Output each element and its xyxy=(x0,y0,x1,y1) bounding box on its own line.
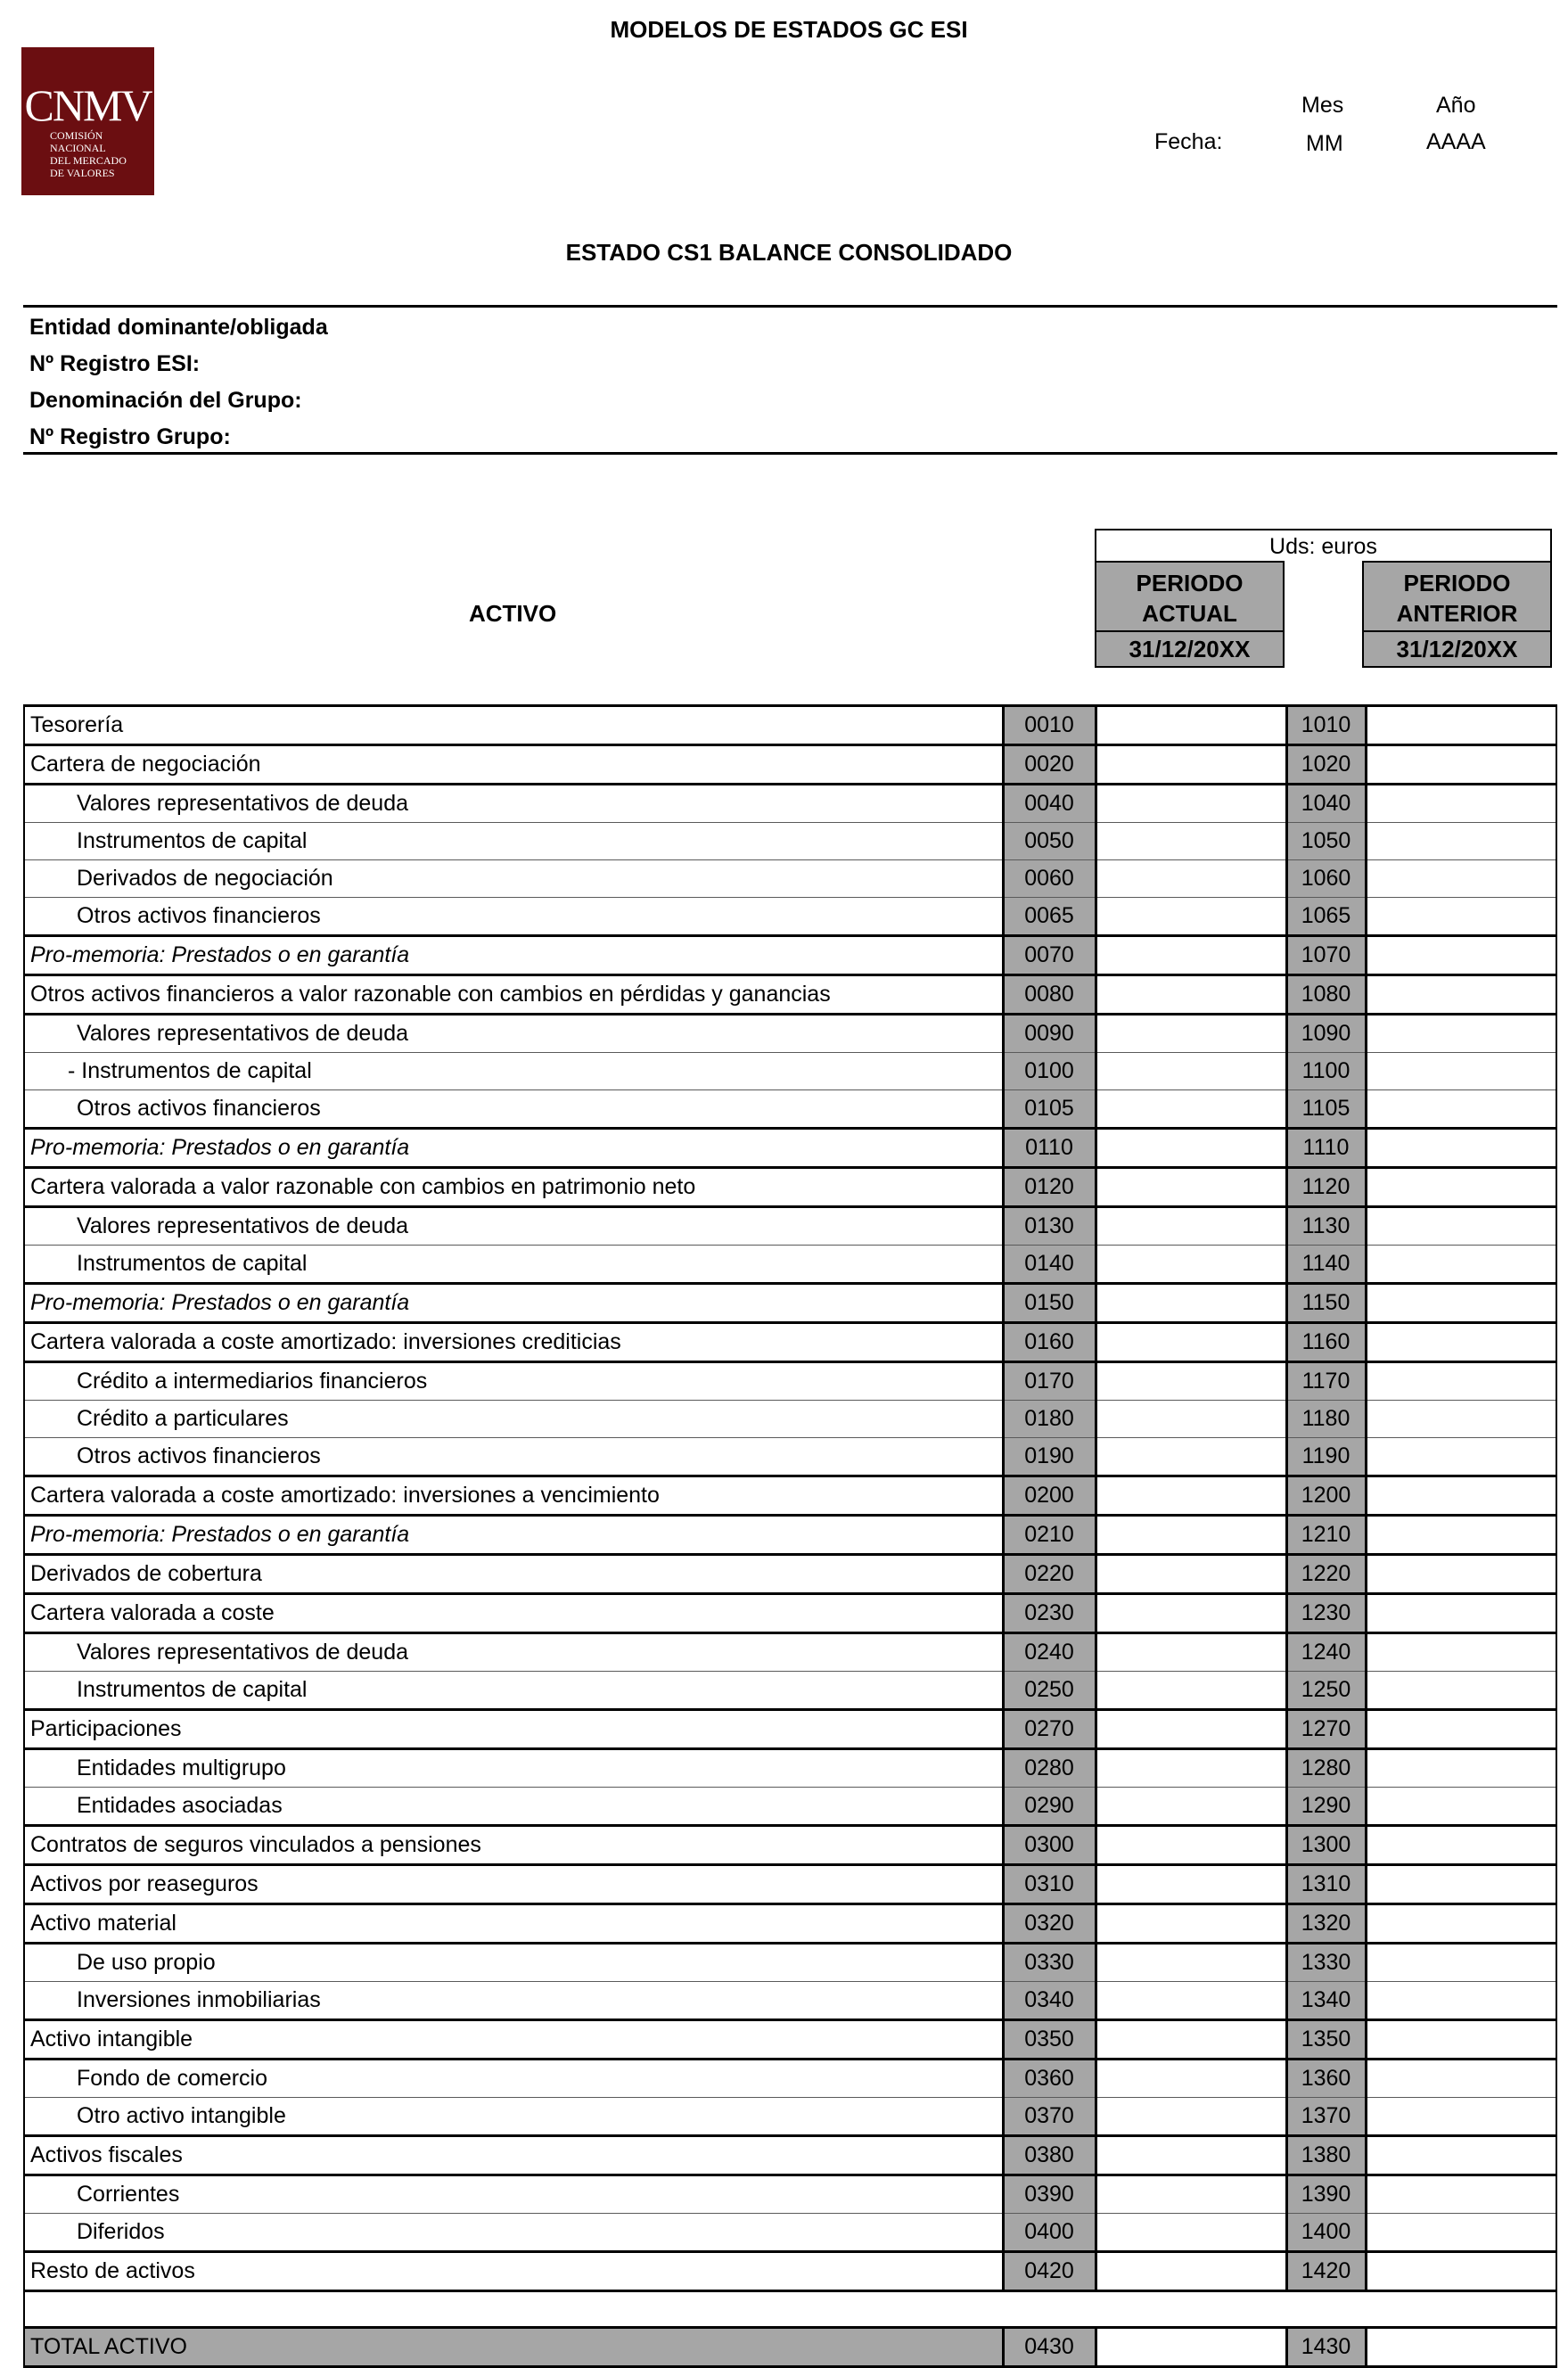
value-cell-anterior[interactable] xyxy=(1366,1438,1556,1476)
row-code-anterior: 1080 xyxy=(1286,975,1366,1015)
row-label: Cartera valorada a coste amortizado: inversiones crediticias xyxy=(24,1323,1003,1362)
value-cell-anterior[interactable] xyxy=(1366,860,1556,898)
value-cell-actual[interactable] xyxy=(1096,785,1286,823)
row-code-anterior: 1350 xyxy=(1286,2020,1366,2060)
value-cell-actual[interactable] xyxy=(1096,1672,1286,1710)
value-cell-actual[interactable] xyxy=(1096,1323,1286,1362)
table-row xyxy=(24,1516,1556,1555)
table-row xyxy=(24,1944,1556,1982)
value-cell-actual[interactable] xyxy=(1096,1944,1286,1982)
periodo-anterior-line1: PERIODO xyxy=(1403,570,1511,596)
table-row xyxy=(24,1476,1556,1516)
value-cell-anterior[interactable] xyxy=(1366,2175,1556,2214)
value-cell-anterior[interactable] xyxy=(1366,1401,1556,1438)
table-row xyxy=(24,1129,1556,1168)
value-cell-anterior[interactable] xyxy=(1366,1982,1556,2020)
row-label: Cartera de negociación xyxy=(24,745,1003,785)
row-code-actual: 0230 xyxy=(1003,1594,1096,1633)
logo-sub-text xyxy=(50,129,157,179)
logo-main-text: CNMV xyxy=(24,80,152,130)
table-row xyxy=(24,785,1556,823)
row-code-anterior: 1330 xyxy=(1286,1944,1366,1982)
row-code-actual: 0360 xyxy=(1003,2060,1096,2098)
table-row xyxy=(24,2060,1556,2098)
value-cell-actual[interactable] xyxy=(1096,1401,1286,1438)
value-cell-actual[interactable] xyxy=(1096,2098,1286,2136)
table-row xyxy=(24,1904,1556,1944)
row-code-actual: 0390 xyxy=(1003,2175,1096,2214)
row-code-actual: 0180 xyxy=(1003,1401,1096,1438)
value-cell-anterior[interactable] xyxy=(1366,1090,1556,1129)
row-code-actual: 0020 xyxy=(1003,745,1096,785)
table-row xyxy=(24,1090,1556,1129)
value-cell-anterior[interactable] xyxy=(1366,1904,1556,1944)
row-code-actual: 0310 xyxy=(1003,1865,1096,1904)
value-cell-actual[interactable] xyxy=(1096,2175,1286,2214)
value-cell-anterior[interactable] xyxy=(1366,1284,1556,1323)
row-code-actual: 0140 xyxy=(1003,1246,1096,1284)
table-row xyxy=(24,2175,1556,2214)
table-row xyxy=(24,1207,1556,1246)
value-cell-anterior[interactable] xyxy=(1366,1246,1556,1284)
row-label: Otro activo intangible xyxy=(24,2098,1003,2136)
row-label: Diferidos xyxy=(24,2214,1003,2252)
row-label: Pro-memoria: Prestados o en garantía xyxy=(24,1284,1003,1323)
table-row xyxy=(24,1749,1556,1788)
row-code-actual: 0090 xyxy=(1003,1015,1096,1053)
value-cell-actual[interactable] xyxy=(1096,1865,1286,1904)
value-cell-anterior[interactable] xyxy=(1366,1594,1556,1633)
value-cell-actual[interactable] xyxy=(1096,1168,1286,1207)
row-code-actual: 0050 xyxy=(1003,823,1096,860)
row-code-anterior: 1280 xyxy=(1286,1749,1366,1788)
table-row xyxy=(24,1594,1556,1633)
row-code-anterior: 1400 xyxy=(1286,2214,1366,2252)
registro-grupo-label: Nº Registro Grupo: xyxy=(29,424,231,449)
row-code-anterior: 1040 xyxy=(1286,785,1366,823)
row-code-actual: 0340 xyxy=(1003,1982,1096,2020)
row-label: Inversiones inmobiliarias xyxy=(24,1982,1003,2020)
row-code-actual: 0065 xyxy=(1003,898,1096,936)
value-cell-anterior[interactable] xyxy=(1366,2252,1556,2291)
row-code-anterior: 1390 xyxy=(1286,2175,1366,2214)
table-row xyxy=(24,1555,1556,1594)
value-cell-actual[interactable] xyxy=(1096,1749,1286,1788)
anio-value[interactable]: AAAA xyxy=(1426,129,1486,154)
logo-sub-line: DEL MERCADO xyxy=(50,154,127,167)
table-row xyxy=(24,1710,1556,1749)
total-value-actual[interactable] xyxy=(1096,2328,1286,2367)
value-cell-actual[interactable] xyxy=(1096,2214,1286,2252)
table-row xyxy=(24,2098,1556,2136)
value-cell-anterior[interactable] xyxy=(1366,1207,1556,1246)
value-cell-anterior[interactable] xyxy=(1366,898,1556,936)
row-label: Valores representativos de deuda xyxy=(24,785,1003,823)
row-code-anterior: 1070 xyxy=(1286,936,1366,975)
row-label: Derivados de cobertura xyxy=(24,1555,1003,1594)
table-row xyxy=(24,1672,1556,1710)
units-label: Uds: euros xyxy=(1095,529,1552,561)
value-cell-actual[interactable] xyxy=(1096,706,1286,745)
value-cell-actual[interactable] xyxy=(1096,1633,1286,1672)
anio-label: Año xyxy=(1436,93,1476,118)
total-row xyxy=(24,2328,1556,2367)
row-label: Activos fiscales xyxy=(24,2136,1003,2175)
row-code-actual: 0300 xyxy=(1003,1826,1096,1865)
value-cell-actual[interactable] xyxy=(1096,1788,1286,1826)
table-row xyxy=(24,1438,1556,1476)
logo-sub-line: COMISIÓN xyxy=(50,129,103,142)
entidad-label: Entidad dominante/obligada xyxy=(29,315,328,340)
row-code-anterior: 1250 xyxy=(1286,1672,1366,1710)
info-bottom-rule xyxy=(23,452,1557,455)
row-label: Activo intangible xyxy=(24,2020,1003,2060)
table-row xyxy=(24,2252,1556,2291)
balance-rows xyxy=(24,706,1556,2367)
state-title: ESTADO CS1 BALANCE CONSOLIDADO xyxy=(565,239,1013,266)
row-code-anterior: 1140 xyxy=(1286,1246,1366,1284)
row-label: Instrumentos de capital xyxy=(24,1672,1003,1710)
row-code-actual: 0210 xyxy=(1003,1516,1096,1555)
row-label: Derivados de negociación xyxy=(24,860,1003,898)
periodo-actual-line2: ACTUAL xyxy=(1142,600,1237,627)
periodo-actual-header xyxy=(1095,561,1285,632)
value-cell-anterior[interactable] xyxy=(1366,1476,1556,1516)
row-code-actual: 0130 xyxy=(1003,1207,1096,1246)
table-row xyxy=(24,2214,1556,2252)
row-code-actual: 0040 xyxy=(1003,785,1096,823)
value-cell-anterior[interactable] xyxy=(1366,1323,1556,1362)
balance-table xyxy=(23,704,1557,2368)
row-code-actual: 0400 xyxy=(1003,2214,1096,2252)
value-cell-actual[interactable] xyxy=(1096,823,1286,860)
row-label: Activos por reaseguros xyxy=(24,1865,1003,1904)
value-cell-actual[interactable] xyxy=(1096,1129,1286,1168)
value-cell-actual[interactable] xyxy=(1096,1053,1286,1090)
total-value-anterior[interactable] xyxy=(1366,2328,1556,2367)
table-row xyxy=(24,1633,1556,1672)
value-cell-actual[interactable] xyxy=(1096,1362,1286,1401)
row-code-actual: 0320 xyxy=(1003,1904,1096,1944)
row-code-actual: 0070 xyxy=(1003,936,1096,975)
info-top-rule xyxy=(23,305,1557,308)
value-cell-actual[interactable] xyxy=(1096,1438,1286,1476)
row-code-anterior: 1420 xyxy=(1286,2252,1366,2291)
table-row xyxy=(24,1865,1556,1904)
mes-value[interactable]: MM xyxy=(1306,131,1343,156)
value-cell-actual[interactable] xyxy=(1096,2060,1286,2098)
row-code-anterior: 1050 xyxy=(1286,823,1366,860)
value-cell-anterior[interactable] xyxy=(1366,2098,1556,2136)
table-row xyxy=(24,1323,1556,1362)
spacer-cell xyxy=(24,2291,1556,2328)
value-cell-anterior[interactable] xyxy=(1366,1362,1556,1401)
row-code-anterior: 1010 xyxy=(1286,706,1366,745)
table-row xyxy=(24,745,1556,785)
row-label: - Instrumentos de capital xyxy=(24,1053,1003,1090)
table-row xyxy=(24,1788,1556,1826)
periodo-actual-date: 31/12/20XX xyxy=(1095,630,1285,668)
row-label: Crédito a intermediarios financieros xyxy=(24,1362,1003,1401)
value-cell-actual[interactable] xyxy=(1096,1015,1286,1053)
row-code-actual: 0060 xyxy=(1003,860,1096,898)
denominacion-grupo-label: Denominación del Grupo: xyxy=(29,388,302,413)
total-code-actual: 0430 xyxy=(1003,2328,1096,2367)
row-code-actual: 0010 xyxy=(1003,706,1096,745)
value-cell-actual[interactable] xyxy=(1096,936,1286,975)
value-cell-anterior[interactable] xyxy=(1366,745,1556,785)
row-code-anterior: 1060 xyxy=(1286,860,1366,898)
table-row xyxy=(24,2020,1556,2060)
value-cell-anterior[interactable] xyxy=(1366,1749,1556,1788)
table-row xyxy=(24,1246,1556,1284)
row-code-anterior: 1180 xyxy=(1286,1401,1366,1438)
value-cell-anterior[interactable] xyxy=(1366,1015,1556,1053)
row-label: Cartera valorada a coste xyxy=(24,1594,1003,1633)
section-title-activo: ACTIVO xyxy=(469,600,557,627)
value-cell-actual[interactable] xyxy=(1096,1284,1286,1323)
value-cell-actual[interactable] xyxy=(1096,1246,1286,1284)
value-cell-actual[interactable] xyxy=(1096,2020,1286,2060)
row-label: Otros activos financieros a valor razonable con cambios en pérdidas y ganancias xyxy=(24,975,1003,1015)
value-cell-anterior[interactable] xyxy=(1366,2020,1556,2060)
row-label: Fondo de comercio xyxy=(24,2060,1003,2098)
value-cell-actual[interactable] xyxy=(1096,898,1286,936)
row-code-actual: 0160 xyxy=(1003,1323,1096,1362)
row-code-anterior: 1130 xyxy=(1286,1207,1366,1246)
row-code-actual: 0330 xyxy=(1003,1944,1096,1982)
value-cell-actual[interactable] xyxy=(1096,860,1286,898)
value-cell-anterior[interactable] xyxy=(1366,1633,1556,1672)
row-label: Contratos de seguros vinculados a pensiones xyxy=(24,1826,1003,1865)
periodo-anterior-header xyxy=(1362,561,1552,632)
value-cell-anterior[interactable] xyxy=(1366,2214,1556,2252)
row-code-anterior: 1200 xyxy=(1286,1476,1366,1516)
row-code-actual: 0270 xyxy=(1003,1710,1096,1749)
value-cell-anterior[interactable] xyxy=(1366,1129,1556,1168)
row-code-actual: 0170 xyxy=(1003,1362,1096,1401)
row-label: Pro-memoria: Prestados o en garantía xyxy=(24,1516,1003,1555)
row-code-actual: 0190 xyxy=(1003,1438,1096,1476)
row-code-anterior: 1100 xyxy=(1286,1053,1366,1090)
row-code-anterior: 1310 xyxy=(1286,1865,1366,1904)
table-row xyxy=(24,1168,1556,1207)
row-label: Otros activos financieros xyxy=(24,898,1003,936)
table-row xyxy=(24,860,1556,898)
row-code-anterior: 1020 xyxy=(1286,745,1366,785)
mes-label: Mes xyxy=(1301,93,1344,118)
row-code-anterior: 1210 xyxy=(1286,1516,1366,1555)
row-code-actual: 0080 xyxy=(1003,975,1096,1015)
value-cell-anterior[interactable] xyxy=(1366,1053,1556,1090)
row-code-actual: 0280 xyxy=(1003,1749,1096,1788)
logo-sub-line: NACIONAL xyxy=(50,142,106,154)
spacer-row xyxy=(24,2291,1556,2328)
value-cell-anterior[interactable] xyxy=(1366,1788,1556,1826)
value-cell-actual[interactable] xyxy=(1096,2136,1286,2175)
row-code-anterior: 1190 xyxy=(1286,1438,1366,1476)
periodo-anterior-line2: ANTERIOR xyxy=(1396,600,1518,627)
row-label: Entidades asociadas xyxy=(24,1788,1003,1826)
value-cell-anterior[interactable] xyxy=(1366,1555,1556,1594)
periodo-anterior-date: 31/12/20XX xyxy=(1362,630,1552,668)
total-label: TOTAL ACTIVO xyxy=(24,2328,1003,2367)
table-row xyxy=(24,1362,1556,1401)
row-code-actual: 0110 xyxy=(1003,1129,1096,1168)
row-code-actual: 0105 xyxy=(1003,1090,1096,1129)
table-row xyxy=(24,2136,1556,2175)
registro-esi-label: Nº Registro ESI: xyxy=(29,351,201,376)
row-code-anterior: 1340 xyxy=(1286,1982,1366,2020)
value-cell-actual[interactable] xyxy=(1096,2252,1286,2291)
table-row xyxy=(24,1015,1556,1053)
value-cell-actual[interactable] xyxy=(1096,1555,1286,1594)
value-cell-actual[interactable] xyxy=(1096,1090,1286,1129)
row-label: Corrientes xyxy=(24,2175,1003,2214)
row-code-actual: 0240 xyxy=(1003,1633,1096,1672)
row-label: Crédito a particulares xyxy=(24,1401,1003,1438)
value-cell-anterior[interactable] xyxy=(1366,1826,1556,1865)
row-label: Otros activos financieros xyxy=(24,1438,1003,1476)
row-code-actual: 0200 xyxy=(1003,1476,1096,1516)
value-cell-actual[interactable] xyxy=(1096,1476,1286,1516)
total-code-anterior: 1430 xyxy=(1286,2328,1366,2367)
cnmv-logo xyxy=(21,47,154,195)
value-cell-actual[interactable] xyxy=(1096,1982,1286,2020)
row-code-anterior: 1065 xyxy=(1286,898,1366,936)
value-cell-anterior[interactable] xyxy=(1366,2136,1556,2175)
value-cell-anterior[interactable] xyxy=(1366,936,1556,975)
row-code-actual: 0250 xyxy=(1003,1672,1096,1710)
table-row xyxy=(24,1826,1556,1865)
value-cell-anterior[interactable] xyxy=(1366,1516,1556,1555)
row-code-anterior: 1120 xyxy=(1286,1168,1366,1207)
table-row xyxy=(24,1284,1556,1323)
row-label: Pro-memoria: Prestados o en garantía xyxy=(24,1129,1003,1168)
row-code-actual: 0100 xyxy=(1003,1053,1096,1090)
fecha-label: Fecha: xyxy=(1154,129,1223,154)
value-cell-actual[interactable] xyxy=(1096,1207,1286,1246)
row-label: Cartera valorada a valor razonable con cambios en patrimonio neto xyxy=(24,1168,1003,1207)
value-cell-actual[interactable] xyxy=(1096,1594,1286,1633)
row-label: Entidades multigrupo xyxy=(24,1749,1003,1788)
row-code-anterior: 1220 xyxy=(1286,1555,1366,1594)
row-code-actual: 0120 xyxy=(1003,1168,1096,1207)
table-row xyxy=(24,1982,1556,2020)
value-cell-anterior[interactable] xyxy=(1366,706,1556,745)
value-cell-anterior[interactable] xyxy=(1366,1710,1556,1749)
logo-sub-line: DE VALORES xyxy=(50,167,115,179)
value-cell-anterior[interactable] xyxy=(1366,785,1556,823)
row-code-actual: 0380 xyxy=(1003,2136,1096,2175)
value-cell-anterior[interactable] xyxy=(1366,1168,1556,1207)
periodo-actual-line1: PERIODO xyxy=(1136,570,1244,596)
row-label: Valores representativos de deuda xyxy=(24,1015,1003,1053)
table-row xyxy=(24,898,1556,936)
row-code-actual: 0420 xyxy=(1003,2252,1096,2291)
row-label: Activo material xyxy=(24,1904,1003,1944)
value-cell-anterior[interactable] xyxy=(1366,823,1556,860)
value-cell-actual[interactable] xyxy=(1096,1516,1286,1555)
row-code-anterior: 1160 xyxy=(1286,1323,1366,1362)
row-code-anterior: 1370 xyxy=(1286,2098,1366,2136)
table-row xyxy=(24,1053,1556,1090)
row-label: Resto de activos xyxy=(24,2252,1003,2291)
row-code-anterior: 1320 xyxy=(1286,1904,1366,1944)
value-cell-anterior[interactable] xyxy=(1366,975,1556,1015)
value-cell-anterior[interactable] xyxy=(1366,2060,1556,2098)
value-cell-actual[interactable] xyxy=(1096,1826,1286,1865)
row-label: De uso propio xyxy=(24,1944,1003,1982)
row-code-anterior: 1300 xyxy=(1286,1826,1366,1865)
row-code-actual: 0150 xyxy=(1003,1284,1096,1323)
row-code-anterior: 1090 xyxy=(1286,1015,1366,1053)
value-cell-actual[interactable] xyxy=(1096,745,1286,785)
table-row xyxy=(24,975,1556,1015)
value-cell-actual[interactable] xyxy=(1096,975,1286,1015)
row-code-anterior: 1240 xyxy=(1286,1633,1366,1672)
row-label: Pro-memoria: Prestados o en garantía xyxy=(24,936,1003,975)
row-code-anterior: 1105 xyxy=(1286,1090,1366,1129)
row-code-actual: 0220 xyxy=(1003,1555,1096,1594)
document-title: MODELOS DE ESTADOS GC ESI xyxy=(610,16,968,43)
row-code-anterior: 1360 xyxy=(1286,2060,1366,2098)
row-label: Valores representativos de deuda xyxy=(24,1633,1003,1672)
row-code-anterior: 1270 xyxy=(1286,1710,1366,1749)
row-label: Cartera valorada a coste amortizado: inversiones a vencimiento xyxy=(24,1476,1003,1516)
table-row xyxy=(24,1401,1556,1438)
row-code-anterior: 1170 xyxy=(1286,1362,1366,1401)
value-cell-actual[interactable] xyxy=(1096,1710,1286,1749)
row-label: Participaciones xyxy=(24,1710,1003,1749)
row-label: Otros activos financieros xyxy=(24,1090,1003,1129)
row-code-anterior: 1290 xyxy=(1286,1788,1366,1826)
row-code-anterior: 1110 xyxy=(1286,1129,1366,1168)
row-label: Instrumentos de capital xyxy=(24,823,1003,860)
row-label: Valores representativos de deuda xyxy=(24,1207,1003,1246)
row-code-anterior: 1150 xyxy=(1286,1284,1366,1323)
row-label: Instrumentos de capital xyxy=(24,1246,1003,1284)
table-row xyxy=(24,823,1556,860)
value-cell-anterior[interactable] xyxy=(1366,1944,1556,1982)
value-cell-anterior[interactable] xyxy=(1366,1865,1556,1904)
row-code-actual: 0370 xyxy=(1003,2098,1096,2136)
row-code-actual: 0290 xyxy=(1003,1788,1096,1826)
value-cell-anterior[interactable] xyxy=(1366,1672,1556,1710)
row-code-actual: 0350 xyxy=(1003,2020,1096,2060)
row-code-anterior: 1230 xyxy=(1286,1594,1366,1633)
row-label: Tesorería xyxy=(24,706,1003,745)
value-cell-actual[interactable] xyxy=(1096,1904,1286,1944)
table-row xyxy=(24,936,1556,975)
row-code-anterior: 1380 xyxy=(1286,2136,1366,2175)
table-row xyxy=(24,706,1556,745)
